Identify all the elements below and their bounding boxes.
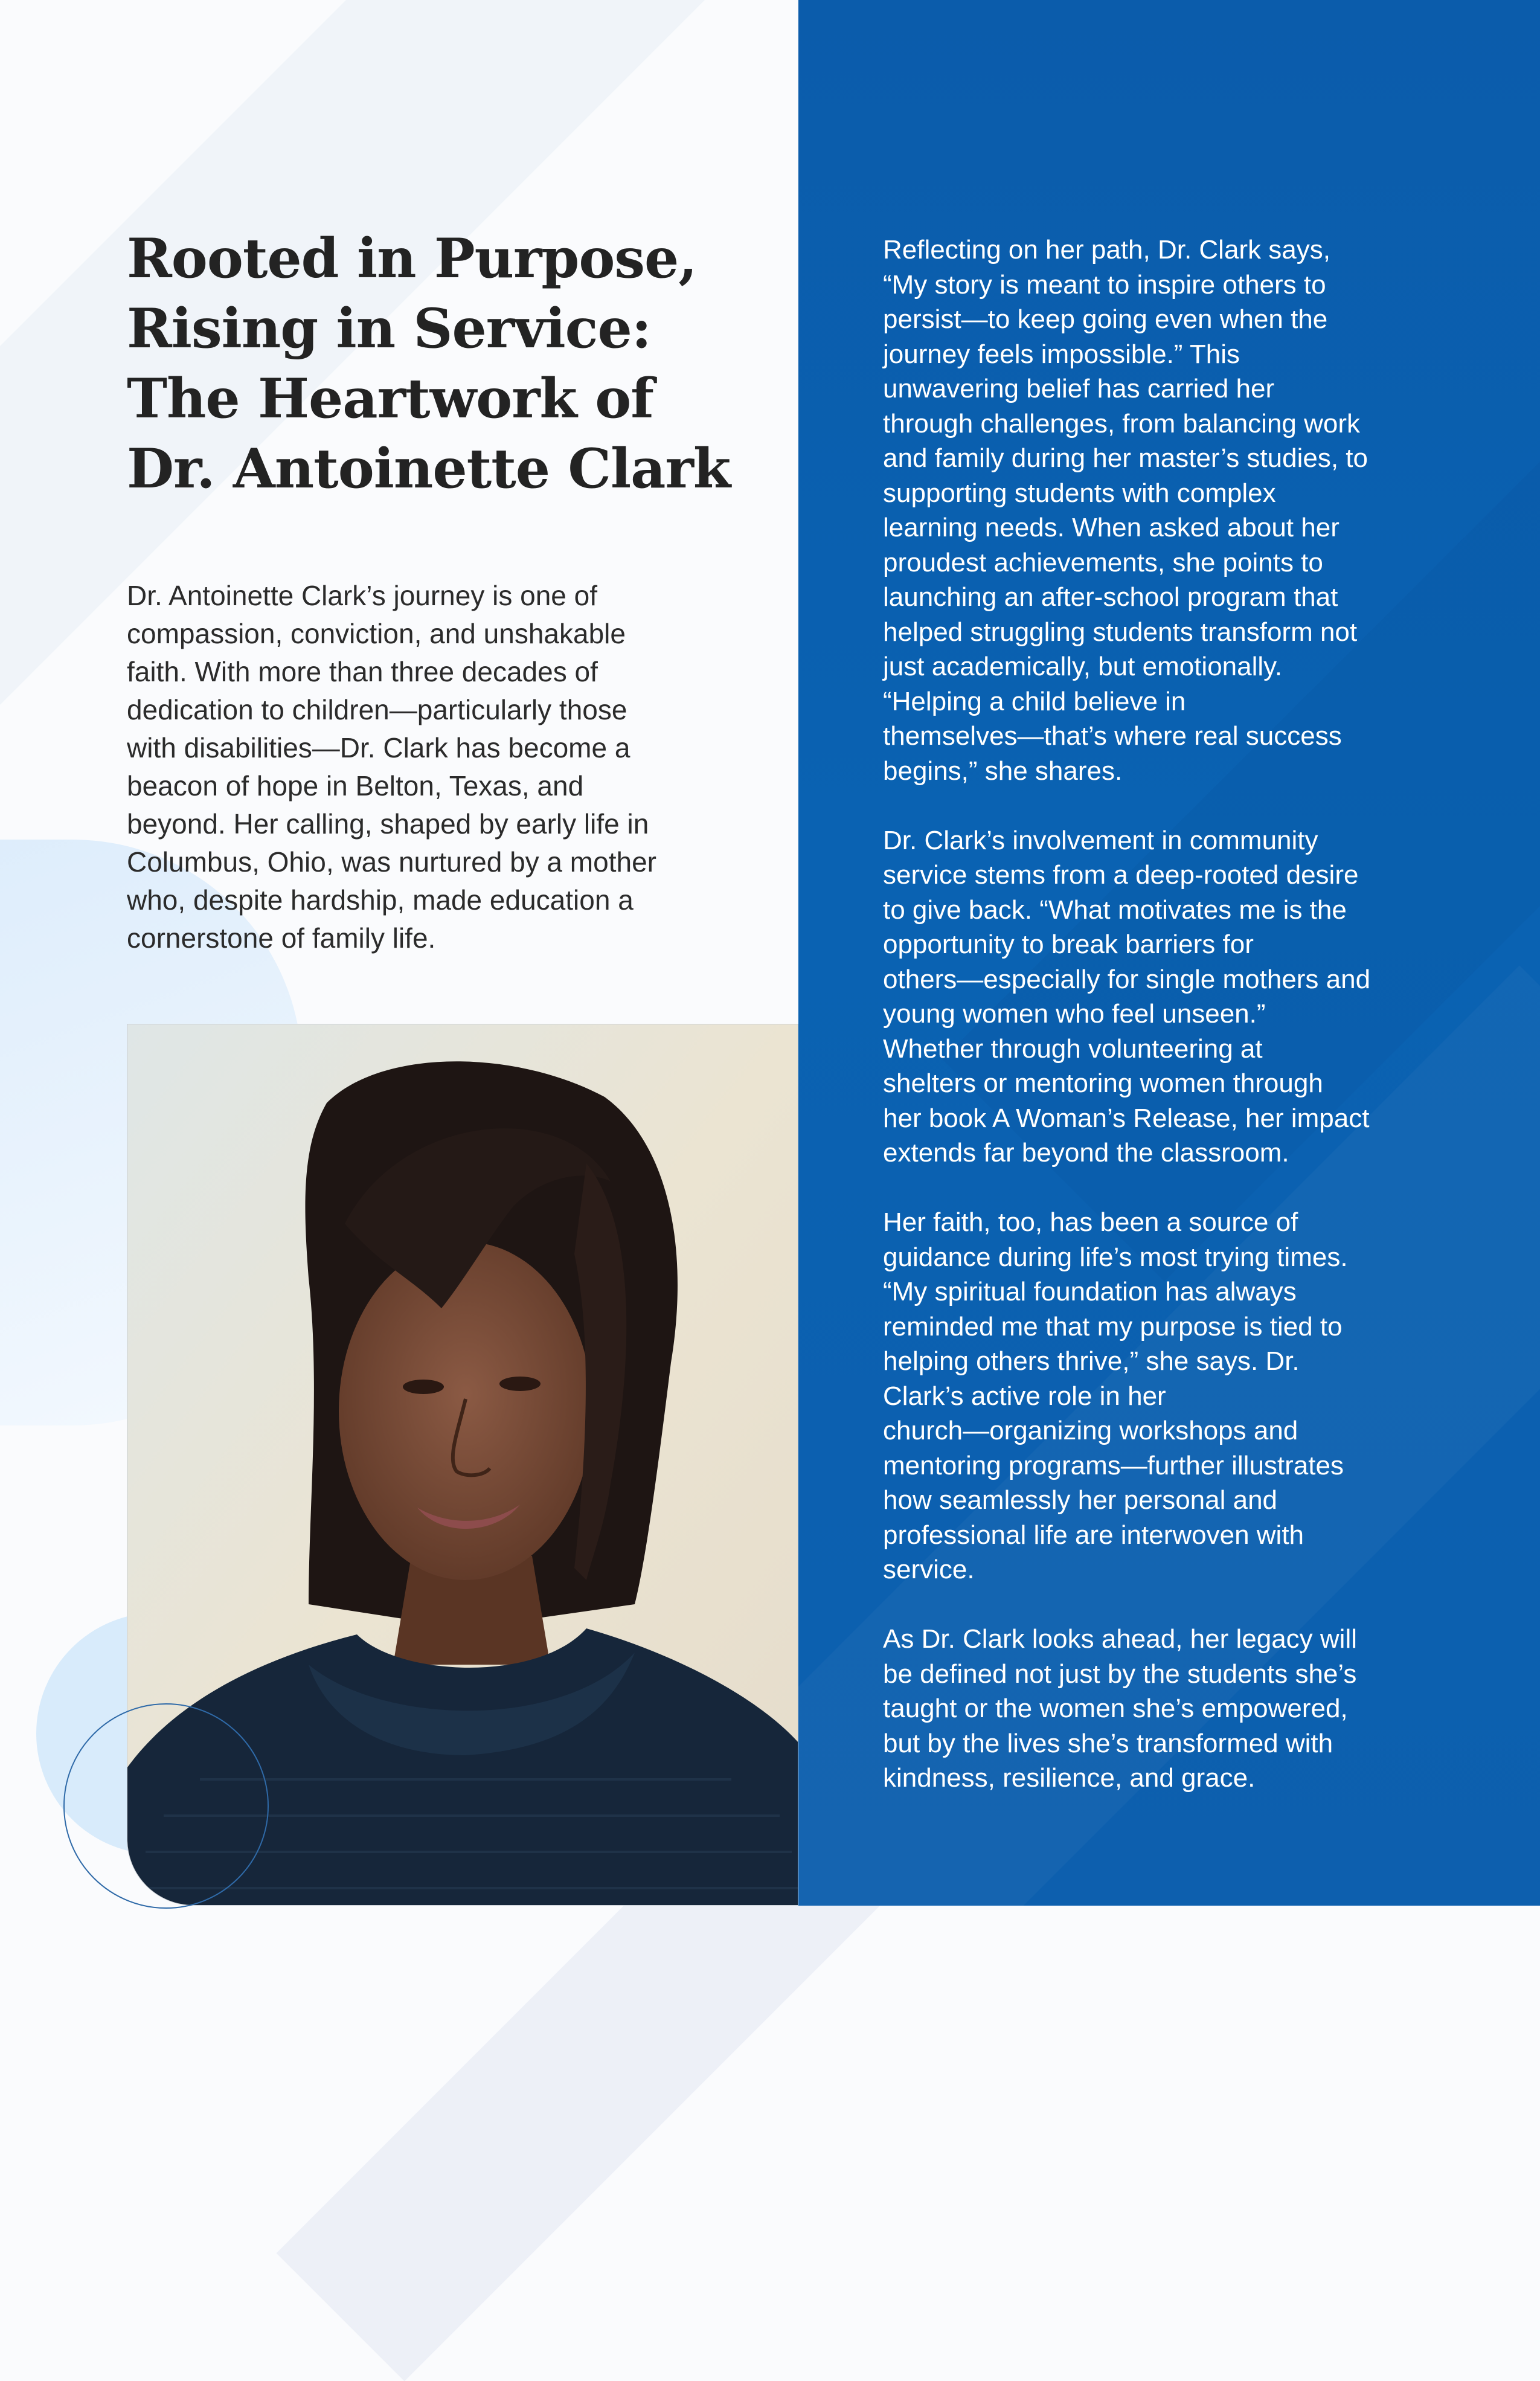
body-line: opportunity to break barriers for	[883, 930, 1254, 959]
body-line: to give back. “What motivates me is the	[883, 895, 1347, 925]
body-line: mentoring programs—further illustrates	[883, 1450, 1344, 1480]
body-line: supporting students with complex	[883, 478, 1276, 508]
decorative-ring	[63, 1703, 269, 1909]
body-line: “My spiritual foundation has always	[883, 1277, 1297, 1306]
body-line: just academically, but emotionally.	[883, 652, 1283, 681]
body-line: but by the lives she’s transformed with	[883, 1728, 1333, 1758]
intro-line: compassion, conviction, and unshakable	[127, 618, 626, 649]
body-line: proudest achievements, she points to	[883, 547, 1323, 577]
body-paragraph	[883, 233, 1499, 788]
body-line: how seamlessly her personal and	[883, 1485, 1278, 1515]
intro-line: beyond. Her calling, shaped by early life in	[127, 808, 649, 840]
body-line: Her faith, too, has been a source of	[883, 1207, 1298, 1237]
body-line: launching an after-school program that	[883, 582, 1338, 612]
intro-line: dedication to children—particularly those	[127, 694, 627, 725]
body-paragraph	[883, 1622, 1499, 1796]
body-line: “My story is meant to inspire others to	[883, 269, 1326, 300]
body-line: unwavering belief has carried her	[883, 374, 1275, 403]
body-line: be defined not just by the students she’s	[883, 1659, 1357, 1689]
intro-line: Dr. Antoinette Clark’s journey is one of	[127, 580, 598, 611]
article-title	[127, 223, 779, 504]
body-line: church—organizing workshops and	[883, 1416, 1298, 1445]
body-line: others—especially for single mothers and	[883, 964, 1371, 994]
body-line: service stems from a deep-rooted desire	[883, 860, 1359, 890]
body-line: her book A Woman’s Release, her impact	[883, 1103, 1370, 1133]
body-line: reminded me that my purpose is tied to	[883, 1311, 1343, 1342]
body-line: extends far beyond the classroom.	[883, 1138, 1289, 1168]
body-line: Reflecting on her path, Dr. Clark says,	[883, 235, 1330, 265]
body-line: As Dr. Clark looks ahead, her legacy will	[883, 1624, 1357, 1654]
body-line: Clark’s active role in her	[883, 1381, 1166, 1411]
intro-paragraph	[127, 577, 785, 957]
body-line: through challenges, from balancing work	[883, 408, 1361, 439]
body-line: taught or the women she’s empowered,	[883, 1694, 1348, 1723]
title-line: Dr. Antoinette Clark	[127, 437, 731, 501]
body-line: “Helping a child believe in	[883, 686, 1186, 716]
intro-line: faith. With more than three decades of	[127, 656, 598, 687]
body-line: persist—to keep going even when the	[883, 304, 1328, 334]
body-paragraph	[883, 823, 1499, 1171]
intro-line: cornerstone of family life.	[127, 922, 436, 954]
body-line: young women who feel unseen.”	[883, 999, 1266, 1029]
body-line: professional life are interwoven with	[883, 1520, 1304, 1550]
body-line: and family during her master’s studies, to	[883, 443, 1368, 473]
body-line: themselves—that’s where real success	[883, 721, 1342, 751]
body-line: helped struggling students transform not	[883, 617, 1358, 647]
body-line: guidance during life’s most trying times.	[883, 1242, 1348, 1272]
body-line: kindness, resilience, and grace.	[883, 1763, 1256, 1793]
body-line: helping others thrive,” she says. Dr.	[883, 1346, 1300, 1376]
title-line: Rising in Service:	[127, 297, 651, 361]
article-body	[883, 233, 1499, 1830]
body-line: journey feels impossible.” This	[883, 339, 1240, 369]
intro-line: who, despite hardship, made education a	[127, 884, 634, 916]
body-line: learning needs. When asked about her	[883, 513, 1339, 542]
title-line: Rooted in Purpose,	[127, 227, 697, 291]
intro-line: Columbus, Ohio, was nurtured by a mother	[127, 846, 656, 878]
intro-line: beacon of hope in Belton, Texas, and	[127, 770, 584, 802]
body-line: begins,” she shares.	[883, 756, 1123, 786]
title-line: The Heartwork of	[127, 367, 653, 431]
body-line: service.	[883, 1555, 975, 1584]
intro-line: with disabilities—Dr. Clark has become a	[127, 732, 630, 763]
body-line: Dr. Clark’s involvement in community	[883, 825, 1318, 855]
body-line: shelters or mentoring women through	[883, 1068, 1323, 1098]
body-line: Whether through volunteering at	[883, 1033, 1263, 1064]
body-paragraph	[883, 1205, 1499, 1587]
